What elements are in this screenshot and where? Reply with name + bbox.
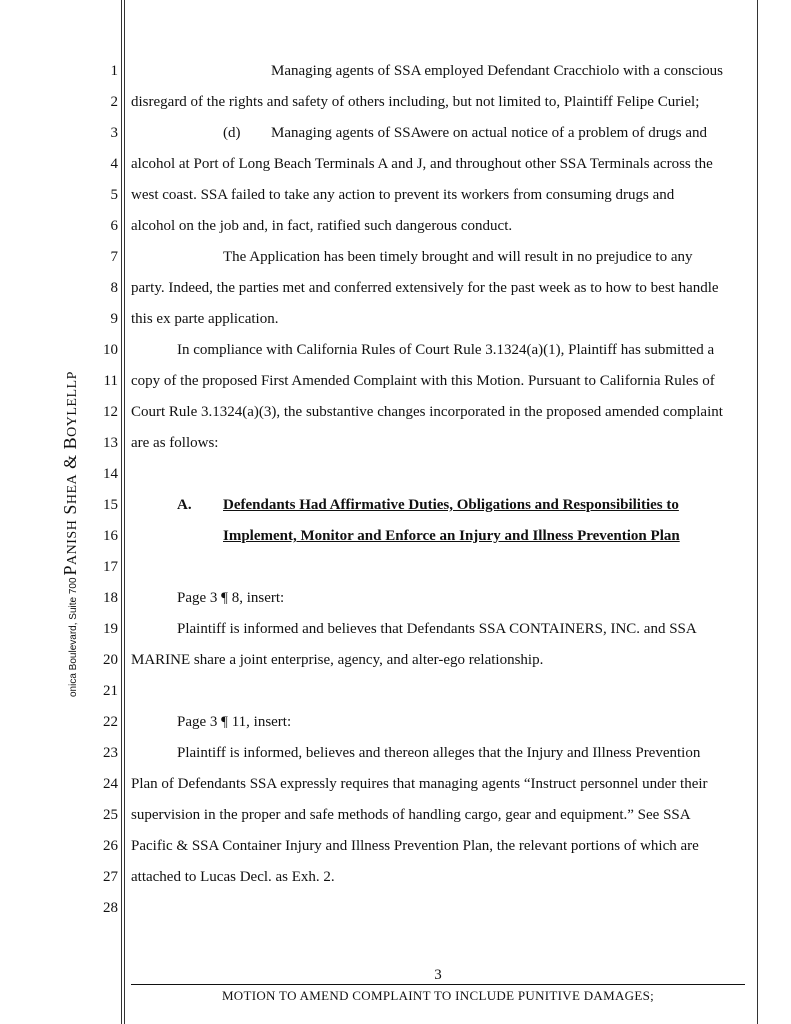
text-line-19: Plaintiff is informed and believes that Defendants SSA CONTAINERS, INC. and SSA [177, 621, 697, 637]
line-number: 12 [103, 404, 118, 420]
line-number: 19 [103, 621, 118, 637]
text-line-20: MARINE share a joint enterprise, agency, and alter-ego relationship. [131, 652, 544, 668]
line-number: 6 [110, 218, 118, 234]
left-margin-rule-1 [121, 0, 122, 1024]
footer-title: MOTION TO AMEND COMPLAINT TO INCLUDE PUNITIVE DAMAGES; [221, 988, 655, 1003]
firm-sidebar [60, 371, 81, 697]
right-margin-rule [757, 0, 758, 1024]
line-number: 13 [103, 435, 118, 451]
text-line-2: disregard of the rights and safety of others including, but not limited to, Plaintiff Felipe Curiel; [131, 94, 700, 110]
text-line-8: party. Indeed, the parties met and conferred extensively for the past week as to how to best handle [131, 280, 719, 296]
line-number: 21 [103, 683, 118, 699]
text-line-13: are as follows: [131, 435, 219, 451]
line-number: 3 [110, 125, 118, 141]
list-label-d: (d) [223, 125, 241, 141]
line-number: 11 [103, 373, 118, 389]
firm-address: onica Boulevard, Suite 700 [68, 577, 79, 697]
text-line-23: Plaintiff is informed, believes and thereon alleges that the Injury and Illness Prevention [177, 745, 701, 761]
text-line-12: Court Rule 3.1324(a)(3), the substantive changes incorporated in the proposed amended complaint [131, 404, 723, 420]
text-line-18: Page 3 ¶ 8, insert: [177, 590, 285, 606]
page-number: 3 [434, 967, 442, 983]
text-line-22: Page 3 ¶ 11, insert: [177, 714, 292, 730]
text-line-25: supervision in the proper and safe methods of handling cargo, gear and equipment.” See SSA [131, 807, 691, 823]
text-line-7: The Application has been timely brought and will result in no prejudice to any [223, 249, 693, 265]
line-number: 28 [103, 900, 118, 916]
text-line-24: Plan of Defendants SSA expressly requires that managing agents “Instruct personnel under their [131, 776, 708, 792]
line-number: 5 [110, 187, 118, 203]
line-number: 4 [110, 156, 118, 172]
section-heading-line-2: Implement, Monitor and Enforce an Injury and Illness Prevention Plan [223, 528, 680, 544]
line-number: 2 [110, 94, 118, 110]
line-number: 8 [110, 280, 118, 296]
text-line-27: attached to Lucas Decl. as Exh. 2. [131, 869, 335, 885]
line-number: 9 [110, 311, 118, 327]
text-line-11: copy of the proposed First Amended Complaint with this Motion. Pursuant to California Rules of [131, 373, 715, 389]
line-number: 15 [103, 497, 118, 513]
footer-divider [131, 984, 745, 985]
line-number: 14 [103, 466, 118, 482]
section-heading-line-1: Defendants Had Affirmative Duties, Obligations and Responsibilities to [223, 497, 679, 513]
text-line-5: west coast. SSA failed to take any action to prevent its workers from consuming drugs and [131, 187, 675, 203]
firm-name: PANISH SHEA & BOYLELLP [60, 371, 80, 576]
line-number: 16 [103, 528, 118, 544]
text-line-9: this ex parte application. [131, 311, 279, 327]
text-line-10: In compliance with California Rules of Court Rule 3.1324(a)(1), Plaintiff has submitted a [177, 342, 715, 358]
text-line-3: Managing agents of SSAwere on actual notice of a problem of drugs and [271, 125, 708, 141]
line-number: 27 [103, 869, 118, 885]
line-number: 25 [103, 807, 118, 823]
footer [131, 0, 745, 1024]
line-number: 7 [110, 249, 118, 265]
line-number: 22 [103, 714, 118, 730]
text-line-6: alcohol on the job and, in fact, ratified such dangerous conduct. [131, 218, 513, 234]
line-number: 26 [103, 838, 118, 854]
line-number: 20 [103, 652, 118, 668]
section-label: A. [177, 497, 192, 513]
line-number: 23 [103, 745, 118, 761]
line-number: 24 [103, 776, 118, 792]
text-line-4: alcohol at Port of Long Beach Terminals A and J, and throughout other SSA Terminals across the [131, 156, 713, 172]
line-number: 1 [110, 63, 118, 79]
line-number: 17 [103, 559, 118, 575]
left-margin-rule-2 [124, 0, 125, 1024]
text-line-1: Managing agents of SSA employed Defendant Cracchiolo with a conscious [271, 63, 723, 79]
text-line-26: Pacific & SSA Container Injury and Illness Prevention Plan, the relevant portions of which are [131, 838, 699, 854]
line-number: 10 [103, 342, 118, 358]
line-number: 18 [103, 590, 118, 606]
